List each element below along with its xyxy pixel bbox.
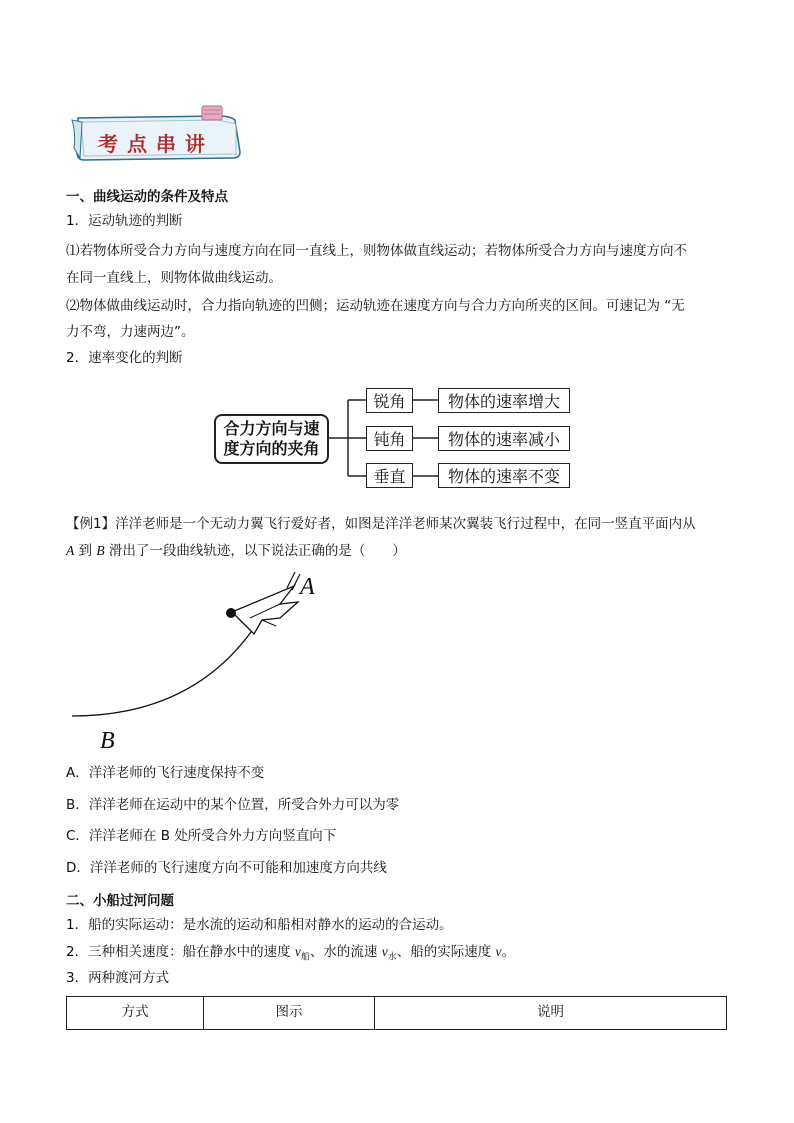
- v-actual-symbol: v: [495, 944, 502, 959]
- figure-label-a: A: [300, 574, 315, 600]
- result-label-decrease: 物体的速率减小: [447, 430, 560, 449]
- diagram-result-decrease: [438, 426, 570, 451]
- flyer-head-icon: [226, 608, 236, 618]
- table-header-method: 方式: [67, 997, 204, 1030]
- crossing-methods-table: [66, 996, 727, 1030]
- example1-text-to: 到: [74, 543, 97, 559]
- item1-paragraph2-line2: 力不弯，力速两边”。: [66, 324, 195, 340]
- item2-title: 2．速率变化的判断: [66, 350, 183, 366]
- diagram-angle-obtuse: [366, 426, 413, 451]
- angle-label-obtuse: 钝角: [373, 430, 406, 449]
- v-water-symbol: v: [381, 944, 388, 959]
- diagram-result-increase: [438, 388, 570, 413]
- item1-title: 1．运动轨迹的判断: [66, 213, 183, 229]
- section2-line2-mid: 、水的流速: [309, 944, 382, 960]
- angle-label-perpendicular: 垂直: [373, 467, 406, 486]
- section2-line2: [66, 942, 515, 968]
- v-boat-symbol: v: [294, 944, 301, 959]
- item1-paragraph1-line1: ⑴若物体所受合力方向与速度方向在同一直线上，则物体做直线运动；若物体所受合力方向与速度方向不: [66, 243, 687, 259]
- diagram-angle-perpendicular: [366, 463, 413, 488]
- option-d: D．洋洋老师的飞行速度方向不可能和加速度方向共线: [66, 860, 387, 876]
- section2-line2-mid2: 、船的实际速度: [396, 944, 496, 960]
- angle-label-acute: 锐角: [373, 392, 406, 411]
- v-boat-subscript: 船: [300, 952, 310, 963]
- diagram-result-unchanged: [438, 463, 570, 488]
- example1-text: 洋洋老师是一个无动力翼飞行爱好者，如图是洋洋老师某次翼装飞行过程中，在同一竖直平面内从: [115, 516, 696, 532]
- section2-line2-end: 。: [501, 944, 516, 960]
- example1-line1: [66, 514, 696, 534]
- section2-line1: 1．船的实际运动：是水流的运动和船相对静水的运动的合运动。: [66, 917, 453, 933]
- diagram-root-line1: 合力方向与速: [223, 419, 320, 438]
- item1-paragraph1-line2: 在同一直线上，则物体做曲线运动。: [66, 270, 282, 286]
- trajectory-figure-icon: [66, 568, 326, 728]
- example1-point-b: B: [96, 543, 105, 558]
- table-header-row: [67, 997, 727, 1030]
- diagram-root-line2: 度方向的夹角: [223, 439, 320, 458]
- table-header-diagram: 图示: [204, 997, 375, 1030]
- header-badge: [70, 104, 246, 166]
- example1-point-a: A: [66, 543, 75, 558]
- section2-line2-pre: 2．三种相关速度：船在静水中的速度: [66, 944, 295, 960]
- v-water-subscript: 水: [387, 952, 397, 963]
- section1-title: 一、曲线运动的条件及特点: [66, 189, 228, 205]
- item1-paragraph2-line1: ⑵物体做曲线运动时，合力指向轨迹的凹侧；运动轨迹在速度方向与合力方向所夹的区间。可速记为 “无: [66, 298, 685, 314]
- section2-title: 二、小船过河问题: [66, 893, 174, 909]
- example1-label: 【例1】: [66, 516, 116, 532]
- figure-label-b: B: [100, 728, 115, 754]
- option-b: B．洋洋老师在运动中的某个位置，所受合外力可以为零: [66, 797, 400, 813]
- result-label-unchanged: 物体的速率不变: [447, 467, 560, 486]
- diagram-angle-acute: [366, 388, 413, 413]
- example1-question: 滑出了一段曲线轨迹，以下说法正确的是（ ）: [104, 543, 406, 559]
- option-c: C．洋洋老师在 B 处所受合外力方向竖直向下: [66, 828, 337, 844]
- option-a: A．洋洋老师的飞行速度保持不变: [66, 765, 265, 781]
- example1-line2: [66, 541, 406, 561]
- table-header-explanation: 说明: [375, 997, 727, 1030]
- header-badge-text: 考 点 串 讲: [98, 132, 206, 156]
- section2-line3: 3．两种渡河方式: [66, 970, 170, 986]
- result-label-increase: 物体的速率增大: [447, 392, 560, 411]
- diagram-root-box: [214, 414, 329, 464]
